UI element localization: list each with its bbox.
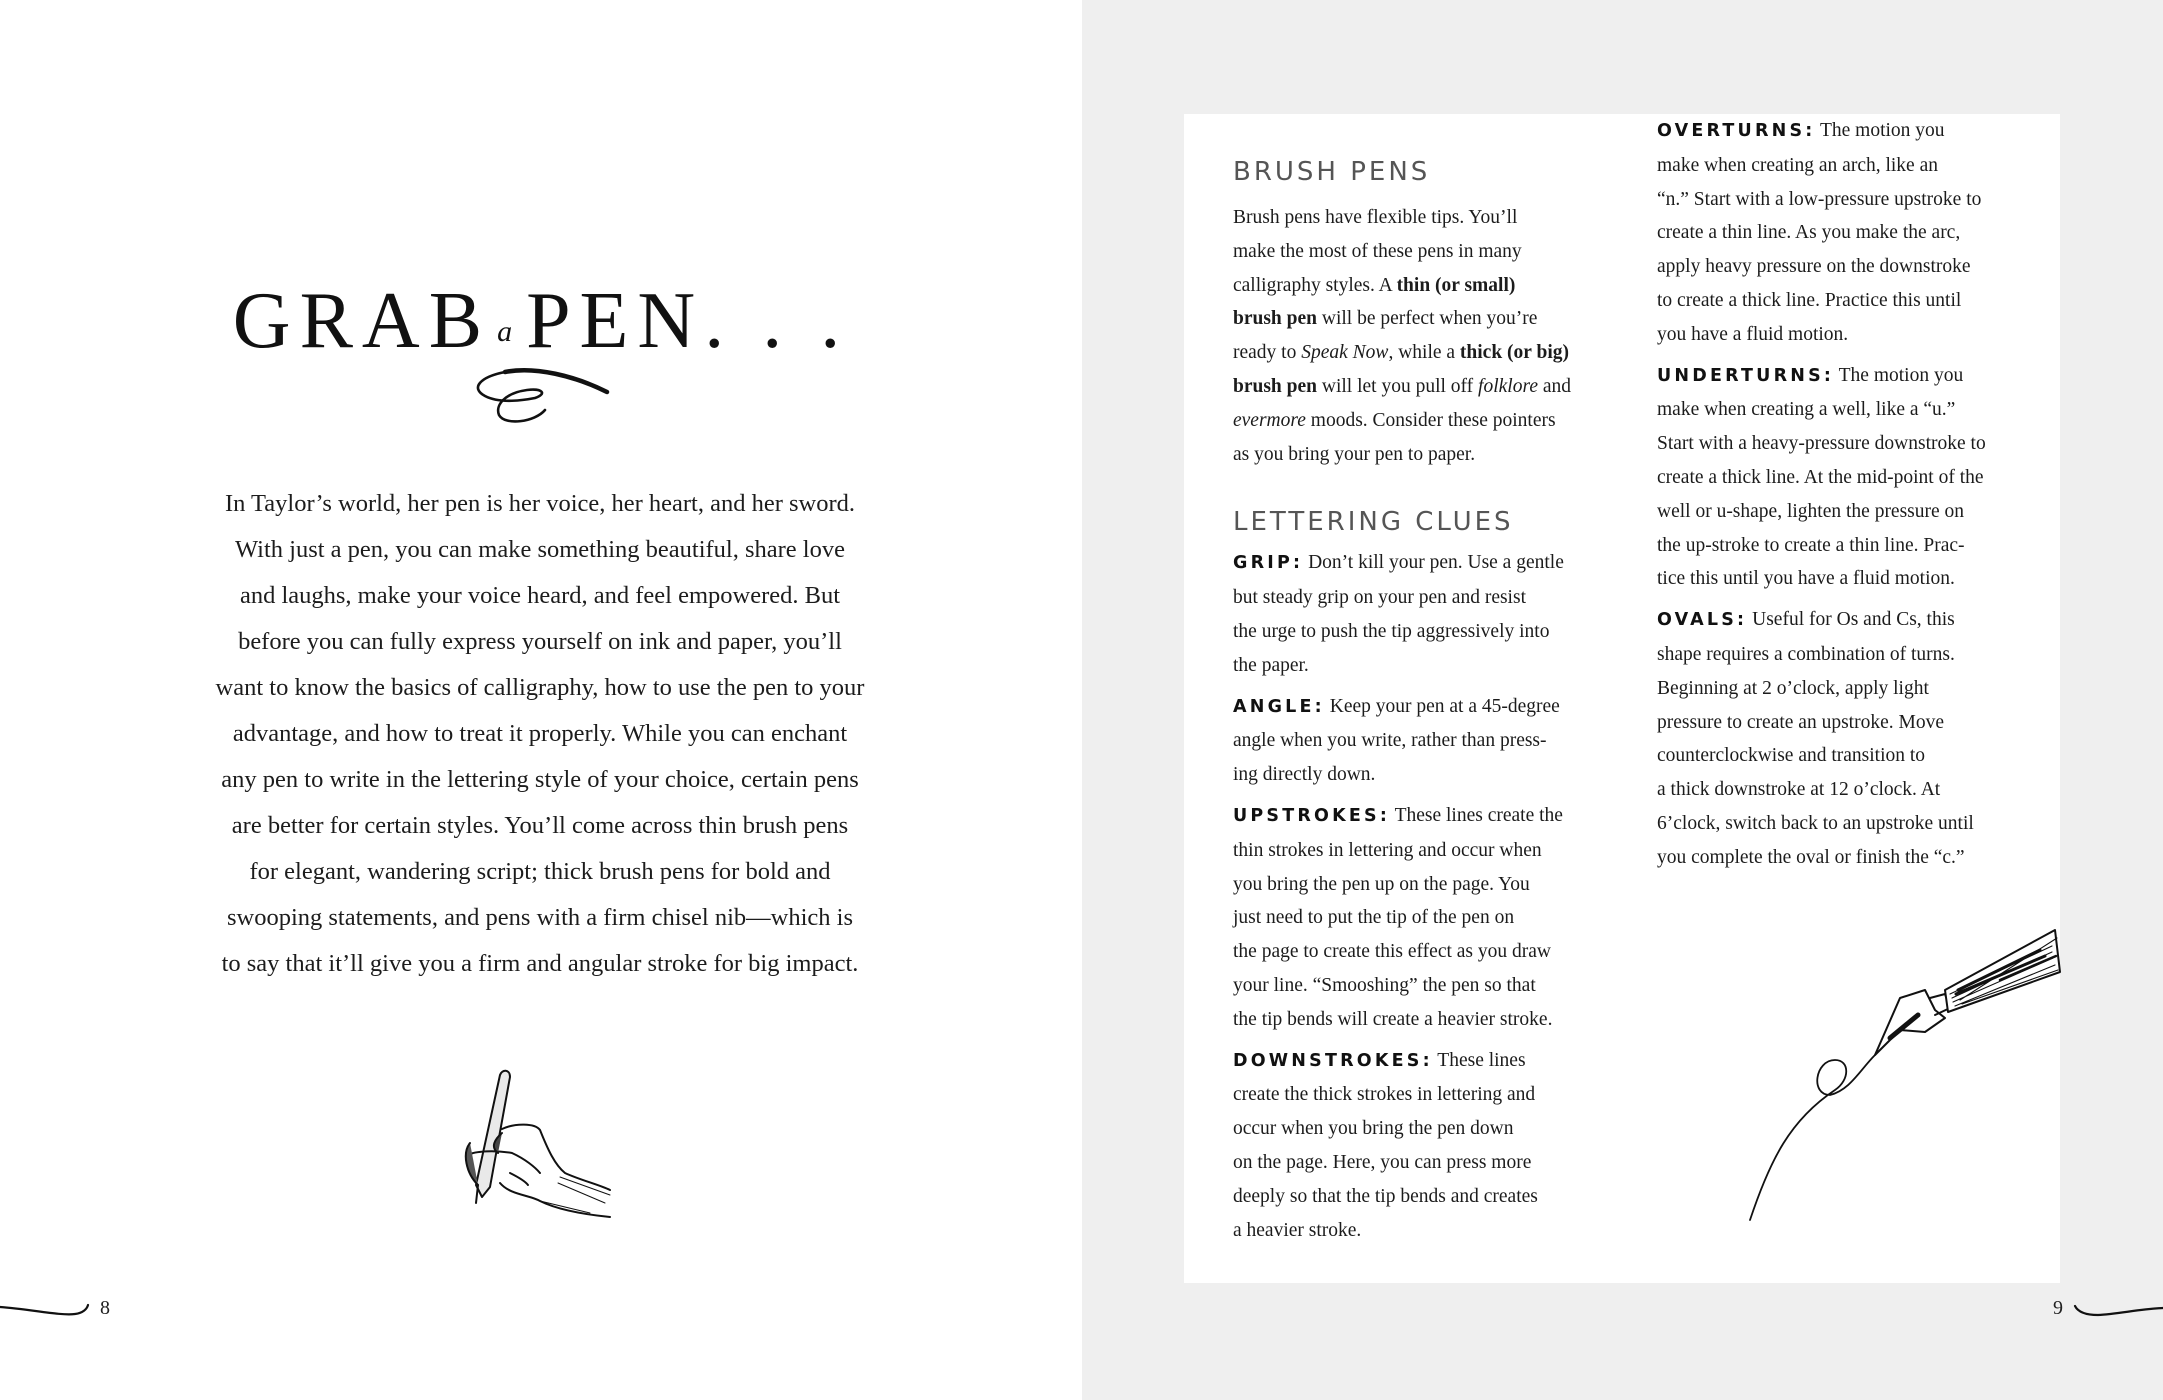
body-line: a heavier stroke. — [1233, 1219, 1362, 1241]
clue-grip — [1233, 546, 1618, 682]
page-number-right: 9 — [2053, 1297, 2063, 1319]
first-line — [1233, 546, 1618, 581]
text: moods. Consider these pointers — [1305, 409, 1556, 431]
text: will be perfect when you’re — [1317, 308, 1538, 330]
body-line: the tip bends will create a heavier stroke. — [1233, 1008, 1553, 1030]
fountain-pen-icon — [1740, 920, 2065, 1230]
body-line: counterclockwise and transition to — [1657, 745, 1926, 767]
term-text: The motion you — [1834, 364, 1964, 386]
term-text: These lines create the — [1390, 804, 1563, 826]
term-label: GRIP: — [1233, 553, 1304, 574]
term-text: Don’t kill your pen. Use a gentle — [1303, 552, 1564, 574]
title-small-a: a — [497, 314, 513, 348]
body-line: create the thick strokes in lettering and — [1233, 1084, 1536, 1106]
body-line: occur when you bring the pen down — [1233, 1118, 1514, 1140]
body-line: you bring the pen up on the page. You — [1233, 873, 1530, 895]
turn-underturns — [1657, 359, 2047, 597]
intro-line: want to know the basics of calligraphy, how to use the pen to your — [215, 674, 865, 701]
card-left-column — [1233, 114, 1618, 1247]
body-line: Beginning at 2 o’clock, apply light — [1657, 677, 1929, 699]
brush-pens-line — [1233, 370, 1618, 404]
italic-title: evermore — [1233, 409, 1306, 431]
text: , while a — [1388, 342, 1460, 364]
italic-title: Speak Now — [1301, 342, 1389, 364]
first-line — [1233, 799, 1618, 834]
brush-pens-line — [1233, 269, 1618, 303]
brush-pens-line — [1233, 404, 1618, 438]
term-text: Useful for Os and Cs, this — [1747, 609, 1955, 631]
intro-line: any pen to write in the lettering style of your choice, certain pens — [221, 766, 859, 793]
intro-paragraph — [170, 481, 910, 987]
intro-line: before you can fully express yourself on ink and paper, you’ll — [238, 628, 842, 655]
clue-upstrokes — [1233, 799, 1618, 1037]
italic-title: folklore — [1478, 375, 1538, 397]
intro-line: In Taylor’s world, her pen is her voice, her heart, and her sword. — [224, 490, 856, 517]
brush-pens-line — [1233, 336, 1618, 370]
body-line: you complete the oval or finish the “c.” — [1657, 846, 1965, 868]
term-label: OVALS: — [1657, 610, 1748, 631]
flourish-ornament-icon — [465, 360, 615, 430]
page-title — [0, 276, 1082, 367]
brush-pens-line — [1233, 235, 1618, 269]
text: make the most of these pens in many — [1233, 240, 1522, 262]
text: ready to — [1233, 342, 1302, 364]
intro-line: to say that it’ll give you a firm and angular stroke for big impact. — [221, 950, 859, 977]
body-line: the up-stroke to create a thin line. Prac- — [1657, 534, 1965, 556]
term-label: DOWNSTROKES: — [1233, 1050, 1433, 1071]
first-line — [1657, 603, 2047, 638]
brush-pens-body — [1233, 201, 1618, 471]
brush-pens-heading: BRUSH PENS — [1233, 157, 1431, 187]
title-word-pen: PEN. . . — [526, 276, 850, 365]
clue-downstrokes — [1233, 1044, 1618, 1248]
body-line: apply heavy pressure on the downstroke — [1657, 256, 1971, 278]
intro-line: swooping statements, and pens with a firm chisel nib—which is — [226, 904, 854, 931]
body-line: deeply so that the tip bends and creates — [1233, 1185, 1538, 1207]
text: as you bring your pen to paper. — [1233, 443, 1476, 465]
text: Brush pens have flexible tips. You’ll — [1233, 207, 1518, 228]
title-word-grab: GRAB — [232, 276, 492, 365]
body-line: to create a thick line. Practice this until — [1657, 289, 1962, 311]
turn-ovals — [1657, 603, 2047, 874]
turn-overturns — [1657, 114, 2047, 352]
folio-swash-right-icon — [2040, 1296, 2163, 1326]
page-number-left: 8 — [100, 1297, 110, 1319]
body-line: well or u-shape, lighten the pressure on — [1657, 500, 1965, 522]
clue-angle — [1233, 690, 1618, 792]
body-line: make when creating an arch, like an — [1657, 154, 1938, 176]
brush-pens-line — [1233, 302, 1618, 336]
brush-pens-line — [1233, 438, 1618, 472]
bold-text: brush pen — [1233, 308, 1317, 330]
text: calligraphy styles. A — [1233, 274, 1397, 296]
body-line: create a thin line. As you make the arc, — [1657, 222, 1961, 244]
body-line: thin strokes in lettering and occur when — [1233, 839, 1542, 861]
intro-line: for elegant, wandering script; thick brush pens for bold and — [249, 858, 831, 885]
body-line: a thick downstroke at 12 o’clock. At — [1657, 779, 1941, 801]
body-line: angle when you write, rather than press- — [1233, 730, 1547, 752]
card-right-column — [1657, 114, 2047, 875]
first-line — [1657, 114, 2047, 149]
body-line: on the page. Here, you can press more — [1233, 1151, 1532, 1173]
turns-list — [1657, 114, 2047, 875]
body-line: the urge to push the tip aggressively into — [1233, 620, 1550, 642]
body-line: tice this until you have a fluid motion. — [1657, 568, 1955, 590]
brush-pens-line — [1233, 201, 1618, 235]
intro-line: and laughs, make your voice heard, and feel empowered. But — [239, 582, 841, 609]
term-text: These lines — [1432, 1049, 1526, 1071]
text: will let you pull off — [1317, 375, 1479, 397]
term-label: UPSTROKES: — [1233, 805, 1391, 826]
body-line: the page to create this effect as you draw — [1233, 941, 1551, 963]
intro-line: advantage, and how to treat it properly. While you can enchant — [232, 720, 848, 747]
body-line: make when creating a well, like a “u.” — [1657, 399, 1956, 421]
body-line: ing directly down. — [1233, 764, 1376, 786]
hand-holding-pen-icon — [440, 1055, 620, 1220]
term-text: The motion you — [1815, 120, 1945, 141]
intro-line: are better for certain styles. You’ll come across thin brush pens — [231, 812, 849, 839]
term-label: OVERTURNS: — [1657, 121, 1816, 141]
term-label: UNDERTURNS: — [1657, 365, 1835, 386]
body-line: shape requires a combination of turns. — [1657, 643, 1955, 665]
body-line: pressure to create an upstroke. Move — [1657, 711, 1944, 733]
first-line — [1233, 690, 1618, 725]
body-line: create a thick line. At the mid-point of the — [1657, 466, 1984, 488]
lettering-clues-heading: LETTERING CLUES — [1233, 507, 1514, 538]
body-line: your line. “Smooshing” the pen so that — [1233, 974, 1536, 996]
lettering-clues-list — [1233, 546, 1618, 1247]
body-line: but steady grip on your pen and resist — [1233, 587, 1526, 609]
text: and — [1537, 375, 1572, 397]
bold-text: brush pen — [1233, 375, 1317, 397]
body-line: 6’clock, switch back to an upstroke until — [1657, 812, 1974, 834]
body-line: the paper. — [1233, 654, 1309, 676]
body-line: you have a fluid motion. — [1657, 323, 1849, 345]
intro-line: With just a pen, you can make something beautiful, share love — [235, 536, 845, 563]
term-text: Keep your pen at a 45-degree — [1324, 695, 1560, 717]
term-label: ANGLE: — [1233, 696, 1325, 717]
first-line — [1233, 1044, 1618, 1079]
bold-text: thin (or small) — [1396, 274, 1516, 296]
body-line: “n.” Start with a low-pressure upstroke to — [1657, 188, 1982, 210]
body-line: just need to put the tip of the pen on — [1233, 907, 1515, 929]
bold-text: thick (or big) — [1459, 342, 1569, 364]
body-line: Start with a heavy-pressure downstroke to — [1657, 433, 1986, 455]
first-line — [1657, 359, 2047, 394]
